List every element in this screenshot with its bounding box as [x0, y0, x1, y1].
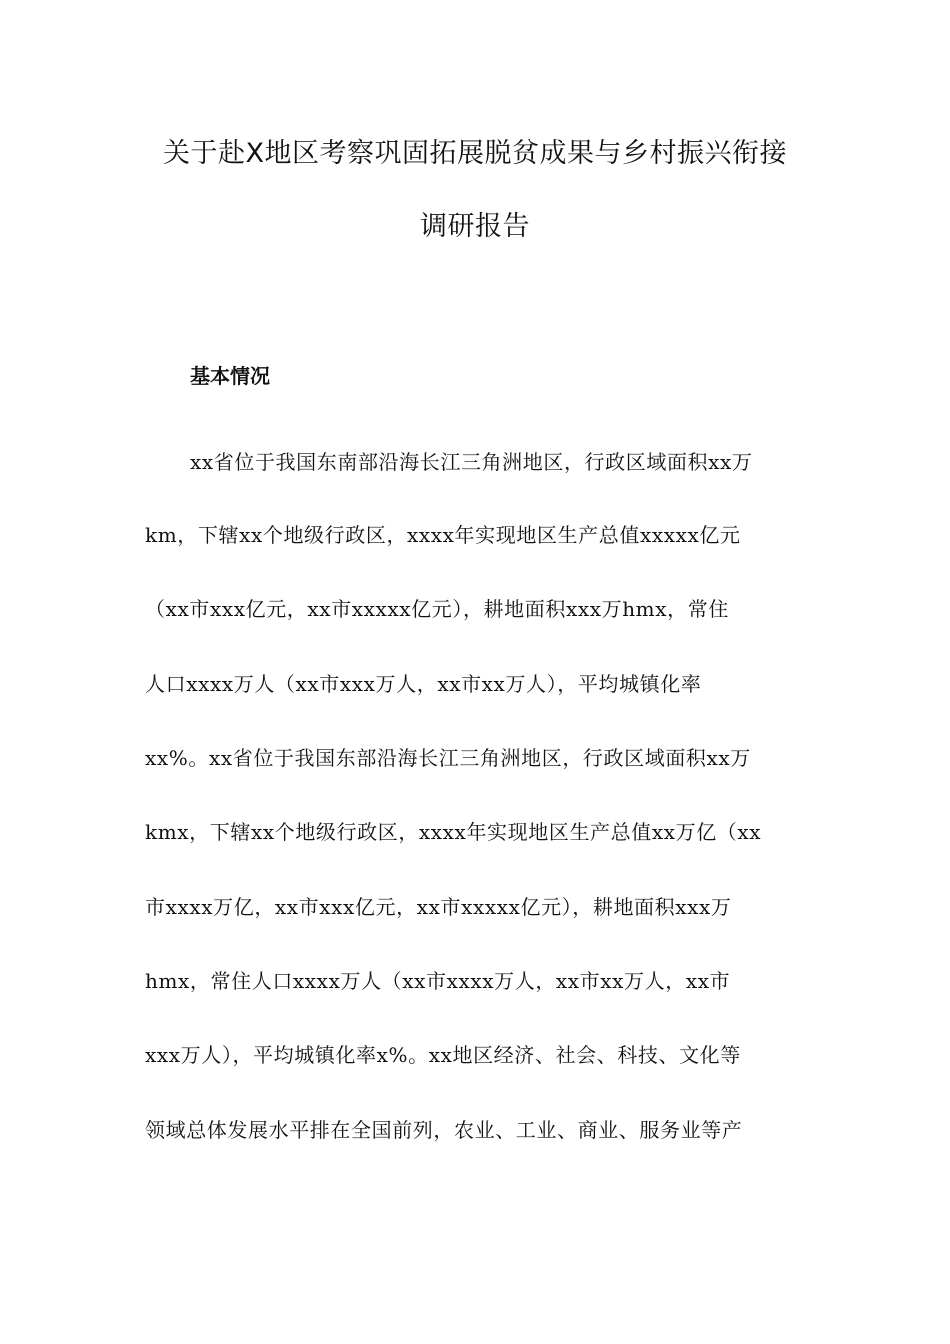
- body-line-4: 人口xxxx万人（xx市xxx万人，xx市xx万人），平均城镇化率: [145, 672, 702, 696]
- body-line-1: xx省位于我国东南部沿海长江三角洲地区，行政区域面积xx万: [190, 450, 753, 474]
- body-line-3: （xx市xxx亿元，xx市xxxxx亿元），耕地面积xxx万hmx，常住: [145, 597, 729, 621]
- body-line-2: km，下辖xx个地级行政区，xxxx年实现地区生产总值xxxxx亿元: [145, 523, 741, 547]
- body-line-10: 领域总体发展水平排在全国前列，农业、工业、商业、服务业等产: [145, 1118, 743, 1142]
- body-line-8: hmx，常住人口xxxx万人（xx市xxxx万人，xx市xx万人，xx市: [145, 969, 731, 993]
- body-line-9: xxx万人），平均城镇化率x%。xx地区经济、社会、科技、文化等: [145, 1043, 741, 1067]
- body-line-5: xx%。xx省位于我国东部沿海长江三角洲地区，行政区域面积xx万: [145, 746, 751, 770]
- section-heading: 基本情况: [190, 364, 270, 388]
- document-title-line-2: 调研报告: [420, 211, 530, 242]
- body-line-7: 市xxxx万亿，xx市xxx亿元，xx市xxxxx亿元），耕地面积xxx万: [145, 895, 732, 919]
- body-line-6: kmx，下辖xx个地级行政区，xxxx年实现地区生产总值xx万亿（xx: [145, 820, 762, 844]
- document-title-line-1: 关于赴X地区考察巩固拓展脱贫成果与乡村振兴衔接: [163, 138, 787, 169]
